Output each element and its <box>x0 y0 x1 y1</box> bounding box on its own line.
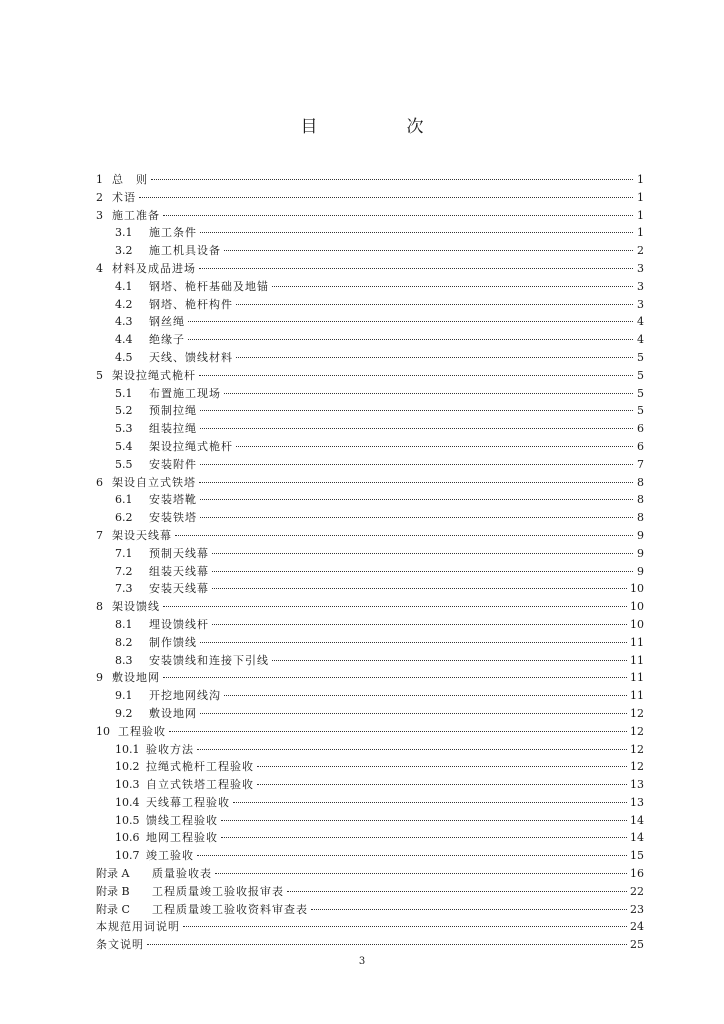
toc-entry-label: 工程验收 <box>118 724 166 738</box>
toc-entry[interactable] <box>96 616 644 634</box>
toc-entry[interactable] <box>96 242 644 260</box>
toc-entry-page: 12 <box>630 742 644 756</box>
toc-dot-leader <box>224 250 633 251</box>
toc-entry[interactable] <box>96 936 644 954</box>
toc-entry-page: 5 <box>637 386 644 400</box>
toc-entry-number: 3.1 <box>115 226 133 240</box>
toc-dot-leader <box>188 339 633 340</box>
toc-entry-page: 5 <box>637 350 644 364</box>
toc-entry[interactable] <box>96 207 644 225</box>
toc-entry[interactable] <box>96 331 644 349</box>
toc-entry-page: 1 <box>637 226 644 240</box>
toc-entry-page: 12 <box>630 706 644 720</box>
toc-entry[interactable] <box>96 474 644 492</box>
toc-entry-label: 布置施工现场 <box>149 386 221 400</box>
toc-entry-label: 埋设馈线杆 <box>149 617 209 631</box>
toc-dot-leader <box>287 891 627 892</box>
toc-entry[interactable] <box>96 652 644 670</box>
toc-entry[interactable] <box>96 794 644 812</box>
toc-entry-number: 4.2 <box>115 297 133 311</box>
toc-entry-label: 施工准备 <box>112 208 160 222</box>
toc-dot-leader <box>224 695 627 696</box>
toc-entry[interactable] <box>96 865 644 883</box>
toc-entry-label: 架设天线幕 <box>112 528 172 542</box>
toc-entry[interactable] <box>96 847 644 865</box>
toc-dot-leader <box>272 286 633 287</box>
toc-entry-page: 8 <box>637 493 644 507</box>
toc-entry[interactable] <box>96 918 644 936</box>
toc-dot-leader <box>221 837 627 838</box>
toc-dot-leader <box>151 179 633 180</box>
toc-entry[interactable] <box>96 758 644 776</box>
toc-entry-page: 10 <box>630 600 644 614</box>
toc-dot-leader <box>200 232 633 233</box>
toc-entry-page: 1 <box>637 208 644 222</box>
toc-dot-leader <box>233 802 627 803</box>
toc-entry-label: 架设拉绳式桅杆 <box>149 439 233 453</box>
toc-entry-number: 6.2 <box>115 511 133 525</box>
toc-entry-label: 安装天线幕 <box>149 582 209 596</box>
toc-entry-number: 10.6 <box>115 831 140 845</box>
toc-dot-leader <box>163 215 633 216</box>
toc-dot-leader <box>169 731 627 732</box>
toc-entry-page: 2 <box>637 244 644 258</box>
toc-dot-leader <box>183 926 627 927</box>
toc-entry-number: 5.3 <box>115 422 133 436</box>
toc-entry[interactable] <box>96 901 644 919</box>
toc-entry-page: 3 <box>637 279 644 293</box>
toc-entry-label: 施工机具设备 <box>149 244 221 258</box>
toc-entry-page: 9 <box>637 546 644 560</box>
toc-entry-label: 质量验收表 <box>152 867 212 881</box>
toc-entry-label: 天线幕工程验收 <box>146 795 230 809</box>
toc-entry[interactable] <box>96 456 644 474</box>
toc-dot-leader <box>175 535 633 536</box>
toc-entry[interactable] <box>96 296 644 314</box>
toc-entry-label: 施工条件 <box>149 226 197 240</box>
toc-entry-number: 4.3 <box>115 315 133 329</box>
toc-entry-label: 安装馈线和连接下引线 <box>149 653 269 667</box>
toc-entry-number: 8 <box>96 600 103 614</box>
toc-entry-label: 钢塔、桅杆构件 <box>149 297 233 311</box>
toc-entry-page: 5 <box>637 404 644 418</box>
toc-entry-number: 7.1 <box>115 546 133 560</box>
toc-dot-leader <box>236 304 633 305</box>
toc-entry[interactable] <box>96 669 644 687</box>
toc-entry[interactable] <box>96 545 644 563</box>
toc-dot-leader <box>163 677 627 678</box>
toc-entry[interactable] <box>96 883 644 901</box>
toc-entry-page: 3 <box>637 261 644 275</box>
toc-entry-page: 10 <box>630 617 644 631</box>
toc-entry-number: 7 <box>96 528 103 542</box>
toc-entry-number: 10.2 <box>115 760 140 774</box>
toc-dot-leader <box>221 820 627 821</box>
toc-entry-page: 3 <box>637 297 644 311</box>
toc-entry-page: 14 <box>630 831 644 845</box>
toc-entry-page: 12 <box>630 760 644 774</box>
toc-entry-number: 5.5 <box>115 457 133 471</box>
toc-entry-page: 16 <box>630 867 644 881</box>
page-number: 3 <box>358 956 366 967</box>
toc-entry-label: 自立式铁塔工程验收 <box>146 778 254 792</box>
toc-entry-page: 24 <box>630 920 644 934</box>
toc-entry-label: 架设拉绳式桅杆 <box>112 368 196 382</box>
toc-dot-leader <box>212 553 633 554</box>
toc-entry-label: 敷设地网 <box>149 706 197 720</box>
toc-entry[interactable] <box>96 171 644 189</box>
toc-entry-label: 敷设地网 <box>112 671 160 685</box>
toc-dot-leader <box>236 357 633 358</box>
toc-entry-number: 5.2 <box>115 404 133 418</box>
toc-entry-number: 3 <box>96 208 103 222</box>
toc-entry-number: 4 <box>96 261 103 275</box>
toc-entry-page: 9 <box>637 564 644 578</box>
toc-dot-leader <box>224 393 633 394</box>
toc-entry-page: 7 <box>637 457 644 471</box>
toc-entry-number: 4.1 <box>115 279 133 293</box>
toc-entry[interactable] <box>96 598 644 616</box>
toc-entry[interactable] <box>96 402 644 420</box>
toc-entry[interactable] <box>96 189 644 207</box>
toc-entry[interactable] <box>96 438 644 456</box>
toc-entry-label: 安装铁塔 <box>149 511 197 525</box>
toc-entry-label: 术语 <box>112 190 136 204</box>
toc-dot-leader <box>200 713 627 714</box>
toc-entry-number: 6.1 <box>115 493 133 507</box>
toc-entry-number: 3.2 <box>115 244 133 258</box>
toc-entry[interactable] <box>96 527 644 545</box>
toc-entry-label: 组装天线幕 <box>149 564 209 578</box>
toc-dot-leader <box>311 909 627 910</box>
toc-dot-leader <box>199 375 633 376</box>
toc-entry-number: 9.1 <box>115 689 133 703</box>
toc-dot-leader <box>199 482 633 483</box>
toc-entry-page: 15 <box>630 849 644 863</box>
toc-entry[interactable] <box>96 367 644 385</box>
toc-entry-page: 8 <box>637 511 644 525</box>
toc-entry-number: 9 <box>96 671 103 685</box>
toc-entry-page: 4 <box>637 315 644 329</box>
toc-entry-number: 10.7 <box>115 849 140 863</box>
toc-entry-label: 地网工程验收 <box>146 831 218 845</box>
toc-entry-label: 拉绳式桅杆工程验收 <box>146 760 254 774</box>
toc-entry-number: 10.4 <box>115 795 140 809</box>
toc-entry-label: 钢丝绳 <box>149 315 185 329</box>
toc-entry-label: 验收方法 <box>146 742 194 756</box>
toc-entry-number: 5.4 <box>115 439 133 453</box>
toc-entry-page: 1 <box>637 190 644 204</box>
toc-entry-page: 12 <box>630 724 644 738</box>
toc-entry-number: 附录 B <box>96 884 130 898</box>
toc-entry-number: 2 <box>96 190 103 204</box>
toc-entry-page: 14 <box>630 813 644 827</box>
toc-entry[interactable] <box>96 741 644 759</box>
toc-entry[interactable] <box>96 829 644 847</box>
toc-entry-label: 开挖地网线沟 <box>149 689 221 703</box>
toc-dot-leader <box>200 410 633 411</box>
toc-dot-leader <box>188 321 633 322</box>
toc-entry-label: 预制拉绳 <box>149 404 197 418</box>
toc-dot-leader <box>212 588 627 589</box>
toc-entry-number: 4.4 <box>115 333 133 347</box>
toc-entry-number: 附录 A <box>96 867 130 881</box>
toc-dot-leader <box>212 571 633 572</box>
toc-entry-page: 23 <box>630 902 644 916</box>
toc-entry[interactable] <box>96 705 644 723</box>
toc-dot-leader <box>200 499 633 500</box>
toc-entry-page: 25 <box>630 938 644 952</box>
toc-entry-page: 11 <box>630 689 644 703</box>
toc-entry-number: 8.1 <box>115 617 133 631</box>
toc-entry-label: 架设自立式铁塔 <box>112 475 196 489</box>
toc-entry-number: 4.5 <box>115 350 133 364</box>
toc-entry-page: 6 <box>637 439 644 453</box>
toc-entry-number: 5 <box>96 368 103 382</box>
toc-dot-leader <box>197 749 627 750</box>
toc-entry-number: 5.1 <box>115 386 133 400</box>
toc-entry-number: 10.3 <box>115 778 140 792</box>
toc-entry-label: 天线、馈线材料 <box>149 350 233 364</box>
toc-entry-label: 组装拉绳 <box>149 422 197 436</box>
toc-entry[interactable] <box>96 278 644 296</box>
toc-dot-leader <box>257 784 627 785</box>
toc-entry-number: 9.2 <box>115 706 133 720</box>
toc-entry[interactable] <box>96 260 644 278</box>
toc-entry-label: 架设馈线 <box>112 600 160 614</box>
toc-entry[interactable] <box>96 420 644 438</box>
toc-entry[interactable] <box>96 812 644 830</box>
toc-entry-page: 5 <box>637 368 644 382</box>
toc-entry[interactable] <box>96 349 644 367</box>
toc-dot-leader <box>200 464 633 465</box>
toc-dot-leader <box>272 660 627 661</box>
toc-entry-page: 11 <box>630 635 644 649</box>
toc-dot-leader <box>212 624 627 625</box>
toc-entry-page: 11 <box>630 671 644 685</box>
toc-entry-number: 8.3 <box>115 653 133 667</box>
page-title: 目 次 <box>300 117 460 137</box>
toc-entry-label: 制作馈线 <box>149 635 197 649</box>
toc-dot-leader <box>139 197 633 198</box>
table-of-contents <box>96 171 644 954</box>
toc-dot-leader <box>200 428 633 429</box>
toc-dot-leader <box>163 606 627 607</box>
toc-dot-leader <box>200 517 633 518</box>
toc-entry-label: 钢塔、桅杆基础及地锚 <box>149 279 269 293</box>
toc-entry-label: 材料及成品进场 <box>112 261 196 275</box>
toc-entry[interactable] <box>96 580 644 598</box>
toc-entry-number: 附录 C <box>96 902 130 916</box>
toc-dot-leader <box>197 855 627 856</box>
toc-entry-number: 6 <box>96 475 103 489</box>
toc-entry-page: 10 <box>630 582 644 596</box>
toc-entry-label: 本规范用词说明 <box>96 920 180 934</box>
toc-entry-label: 绝缘子 <box>149 333 185 347</box>
toc-entry[interactable] <box>96 509 644 527</box>
toc-entry-page: 9 <box>637 528 644 542</box>
toc-entry-page: 4 <box>637 333 644 347</box>
toc-entry-page: 13 <box>630 795 644 809</box>
toc-dot-leader <box>199 268 633 269</box>
toc-entry-label: 工程质量竣工验收资料审查表 <box>152 902 308 916</box>
toc-dot-leader <box>147 944 627 945</box>
toc-entry-number: 10.5 <box>115 813 140 827</box>
toc-entry[interactable] <box>96 687 644 705</box>
toc-dot-leader <box>236 446 633 447</box>
toc-dot-leader <box>215 873 627 874</box>
toc-entry-number: 1 <box>96 173 103 186</box>
toc-entry-page: 22 <box>630 884 644 898</box>
toc-entry-page: 8 <box>637 475 644 489</box>
toc-entry[interactable] <box>96 224 644 242</box>
toc-entry-page: 1 <box>637 173 644 186</box>
toc-entry-number: 7.2 <box>115 564 133 578</box>
toc-dot-leader <box>200 642 627 643</box>
toc-entry-label: 工程质量竣工验收报审表 <box>152 884 284 898</box>
toc-entry[interactable] <box>96 491 644 509</box>
toc-entry-page: 11 <box>630 653 644 667</box>
toc-entry-label: 预制天线幕 <box>149 546 209 560</box>
toc-entry-label: 总 则 <box>112 173 148 186</box>
toc-dot-leader <box>257 766 627 767</box>
toc-entry-page: 6 <box>637 422 644 436</box>
toc-entry[interactable] <box>96 776 644 794</box>
toc-entry-label: 安装塔靴 <box>149 493 197 507</box>
toc-entry[interactable] <box>96 385 644 403</box>
toc-entry-label: 安装附件 <box>149 457 197 471</box>
toc-entry-page: 13 <box>630 778 644 792</box>
toc-entry[interactable] <box>96 634 644 652</box>
toc-entry-number: 10 <box>96 724 110 738</box>
toc-entry-label: 条文说明 <box>96 938 144 952</box>
toc-entry[interactable] <box>96 563 644 581</box>
toc-entry-number: 10.1 <box>115 742 140 756</box>
toc-entry[interactable] <box>96 723 644 741</box>
toc-entry-label: 竣工验收 <box>146 849 194 863</box>
toc-entry-number: 7.3 <box>115 582 133 596</box>
toc-entry-number: 8.2 <box>115 635 133 649</box>
toc-entry[interactable] <box>96 313 644 331</box>
toc-entry-label: 馈线工程验收 <box>146 813 218 827</box>
